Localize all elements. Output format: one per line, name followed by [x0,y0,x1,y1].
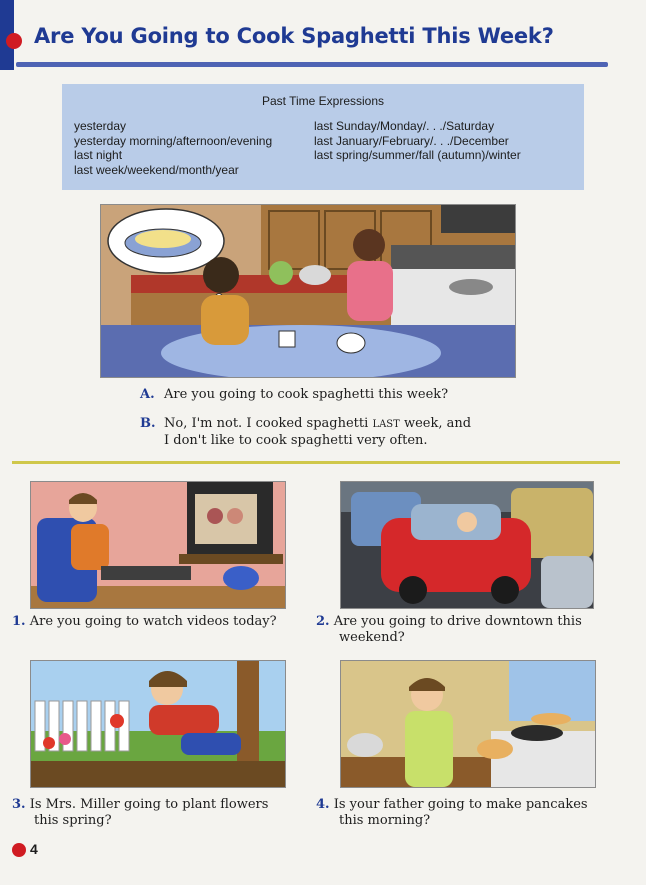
page-number-bullet-icon [12,843,26,857]
question-text: Are you going to watch videos today? [29,614,277,629]
question-2-cont: weekend? [339,630,405,645]
page-title: Are You Going to Cook Spaghetti This Week? [34,24,554,48]
question-4 [316,797,588,813]
illustration-plant-flowers [30,660,286,788]
illustration-drive-downtown [340,481,594,609]
dialogue-b-emphasis: LAST [372,419,400,430]
question-1 [12,614,277,630]
question-number: 3. [12,797,26,812]
dialogue-b-text: No, I'm not. I cooked spaghetti [164,416,369,431]
question-3-cont: this spring? [34,813,112,828]
expression-item: yesterday [74,119,127,133]
question-number: 4. [316,797,330,812]
expressions-left-column [74,119,272,177]
expression-item: yesterday morning/afternoon/evening [74,133,273,148]
expressions-heading: Past Time Expressions [261,94,385,108]
expression-item: last spring/summer/fall (autumn)/winter [314,148,521,162]
kitchen-scene-illustration [100,204,516,378]
section-divider [12,461,620,464]
dialogue-b-text-cont: week, and [403,416,472,431]
question-text: Are you going to drive downtown this [333,614,582,629]
expression-item: last Sunday/Monday/. . ./Saturday [314,119,495,133]
expression-item: last night [74,148,123,162]
title-bullet-icon [6,33,22,49]
question-2 [316,614,582,630]
question-number: 1. [12,614,26,629]
illustration-make-pancakes [340,660,596,788]
page-number: 4 [30,841,38,857]
past-time-expressions-box [62,84,584,190]
illustration-watch-videos [30,481,286,609]
dialogue-a-text: Are you going to cook spaghetti this week? [164,387,449,402]
title-underline [16,62,608,67]
speaker-a-label: A. [140,387,155,402]
expression-item: last week/weekend/month/year [74,162,239,177]
dialogue-line-b-cont: I don't like to cook spaghetti very often. [164,433,428,448]
dialogue-line-a [140,386,448,403]
question-number: 2. [316,614,330,629]
question-text: Is your father going to make pancakes [333,797,588,812]
question-4-cont: this morning? [339,813,431,828]
expressions-right-column [314,119,521,163]
expression-item: last January/February/. . ./December [314,133,509,148]
speaker-b-label: B. [140,416,156,431]
question-text: Is Mrs. Miller going to plant flowers [29,797,269,812]
question-3 [12,797,268,813]
dialogue-line-b [140,415,471,433]
